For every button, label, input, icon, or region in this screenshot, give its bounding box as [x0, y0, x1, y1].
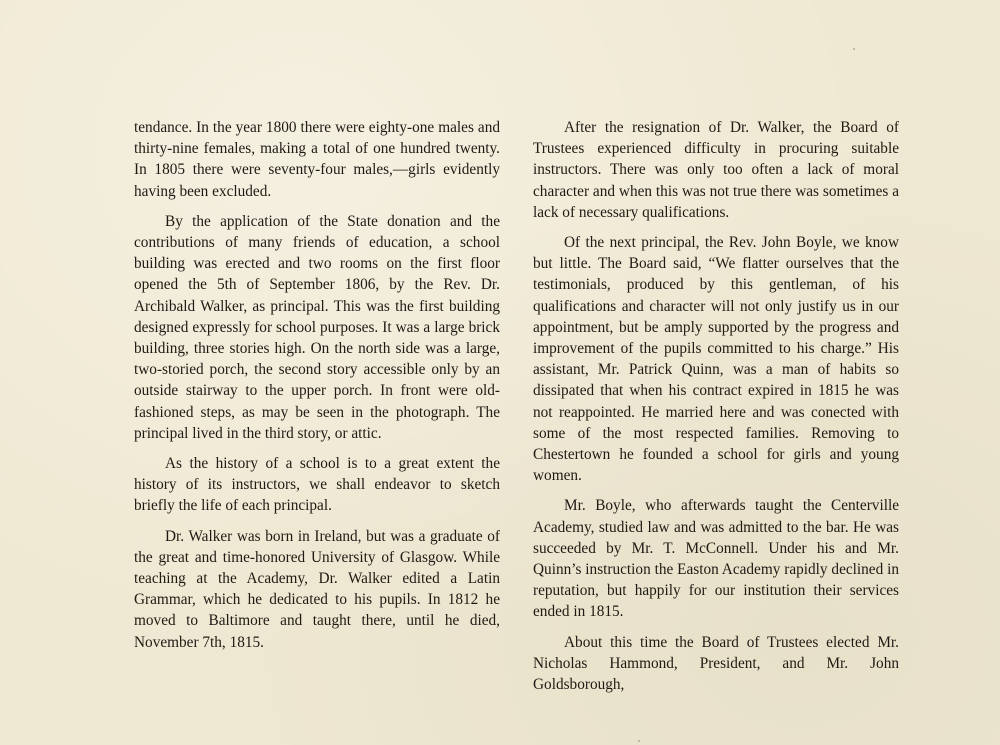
paragraph-mr-boyle: Mr. Boyle, who afterwards taught the Centerville Academy, studied law and was admitted to the bar. He was succeeded by Mr. T. McConnell. Under his and Mr. Quinn’s instruction the Easton Academy rapidly declined in reputation, but happily for our institution their services ended in 1815. [533, 497, 899, 621]
paragraph-resignation: After the resignation of Dr. Walker, the Board of Trustees experienced difficulty in procuring suitable instructors. There was only too often a lack of moral character and when this was not true there was sometimes a lack of necessary qualifications. [533, 119, 899, 221]
paragraph-continued: tendance. In the year 1800 there were eighty-one males and thirty-nine females, making a total of one hundred twenty. In 1805 there were seventy-four males,—girls evidently having been excluded. [134, 119, 500, 200]
paragraph-board-elected: About this time the Board of Trustees elected Mr. Nicholas Hammond, President, and Mr. John Goldsborough, [533, 633, 899, 694]
paragraph-rev-john-boyle: Of the next principal, the Rev. John Boyle, we know but little. The Board said, “We flatter ourselves that the testimonials, produced by this gentleman, of his qualifications and character will not only justify us in our appointment, but be amply supported by the progress and improvement of the pupils committed to his charge.” His assistant, Mr. Patrick Quinn, was a man of habits so dissipated that when his contract expired in 1815 he was not reappointed. He married here and was conected with some of the most respected families. Removing to Chestertown he founded a school for girls and young women. [533, 234, 899, 485]
paper-speck [853, 48, 855, 50]
paper-speck [638, 740, 640, 742]
right-text-column [533, 117, 899, 704]
left-text-column [134, 117, 500, 662]
paragraph-school-building: By the application of the State donation and the contributions of many friends of education, a school building was erected and two rooms on the first floor opened the 5th of September 1806, by the Rev. Dr. Archibald Walker, as principal. This was the first building designed expressly for school purposes. It was a large brick building, three stories high. On the north side was a large, two-storied porch, the second story accessible only by an outside stairway to the upper porch. In front were old-fashioned steps, as may be seen in the photograph. The principal lived in the third story, or attic. [134, 212, 500, 442]
paragraph-dr-walker: Dr. Walker was born in Ireland, but was a graduate of the great and time-honored University of Glasgow. While teaching at the Academy, Dr. Walker edited a Latin Grammar, which he dedicated to his pupils. In 1812 he moved to Baltimore and taught there, until he died, November 7th, 1815. [134, 527, 500, 651]
paragraph-history-instructors: As the history of a school is to a great extent the history of its instructors, we shall endeavor to sketch briefly the life of each principal. [134, 455, 500, 515]
